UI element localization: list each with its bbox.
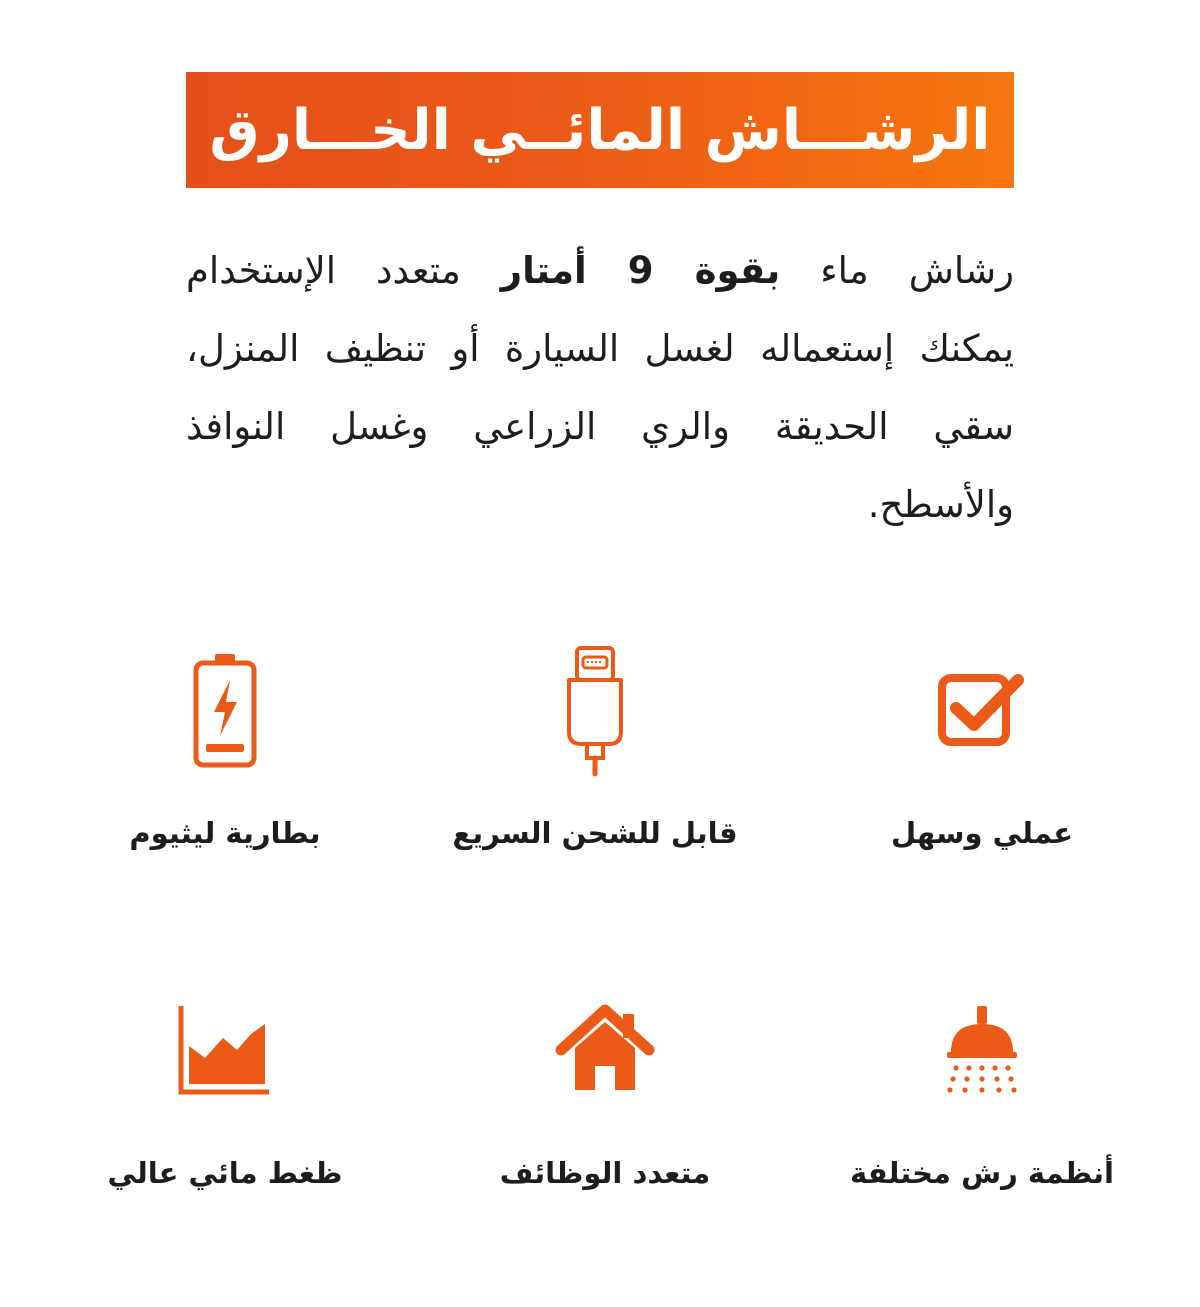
description-line-1 [186,232,1014,310]
feature-label: عملي وسهل [890,816,1074,850]
area-chart-icon [75,980,375,1120]
feature-spray-modes [832,980,1132,1230]
feature-label: متعدد الوظائف [499,1156,711,1190]
shower-head-icon [832,980,1132,1120]
banner-title: الرشـــاش المائــي الخـــارق [209,97,991,163]
feature-fast-charging [445,640,745,890]
feature-label: أنظمة رش مختلفة [849,1156,1114,1190]
feature-multi-function [455,980,755,1230]
feature-label: ظغط مائي عالي [107,1156,343,1190]
feature-easy-to-use [832,640,1132,890]
feature-high-pressure [75,980,375,1230]
checkbox-check-icon [832,640,1132,780]
description-line-3: سقي الحديقة والري الزراعي وغسل النوافذ [186,405,1014,448]
description-line-2: يمكنك إستعماله لغسل السيارة أو تنظيف المنزل، [186,327,1014,370]
description-line-1-end: متعدد الإستخدام [186,249,501,292]
house-icon [455,980,755,1120]
product-description [186,232,1014,544]
charging-cable-icon [445,640,745,780]
feature-lithium-battery [75,640,375,890]
lithium-battery-icon [75,640,375,780]
description-line-4: والأسطح. [867,483,1014,526]
feature-label: بطارية ليثيوم [129,816,321,850]
title-banner [186,72,1014,188]
feature-label: قابل للشحن السريع [452,816,738,850]
description-highlight: بقوة 9 أمتار [500,249,781,292]
description-line-1-start: رشاش ماء [780,249,1015,292]
